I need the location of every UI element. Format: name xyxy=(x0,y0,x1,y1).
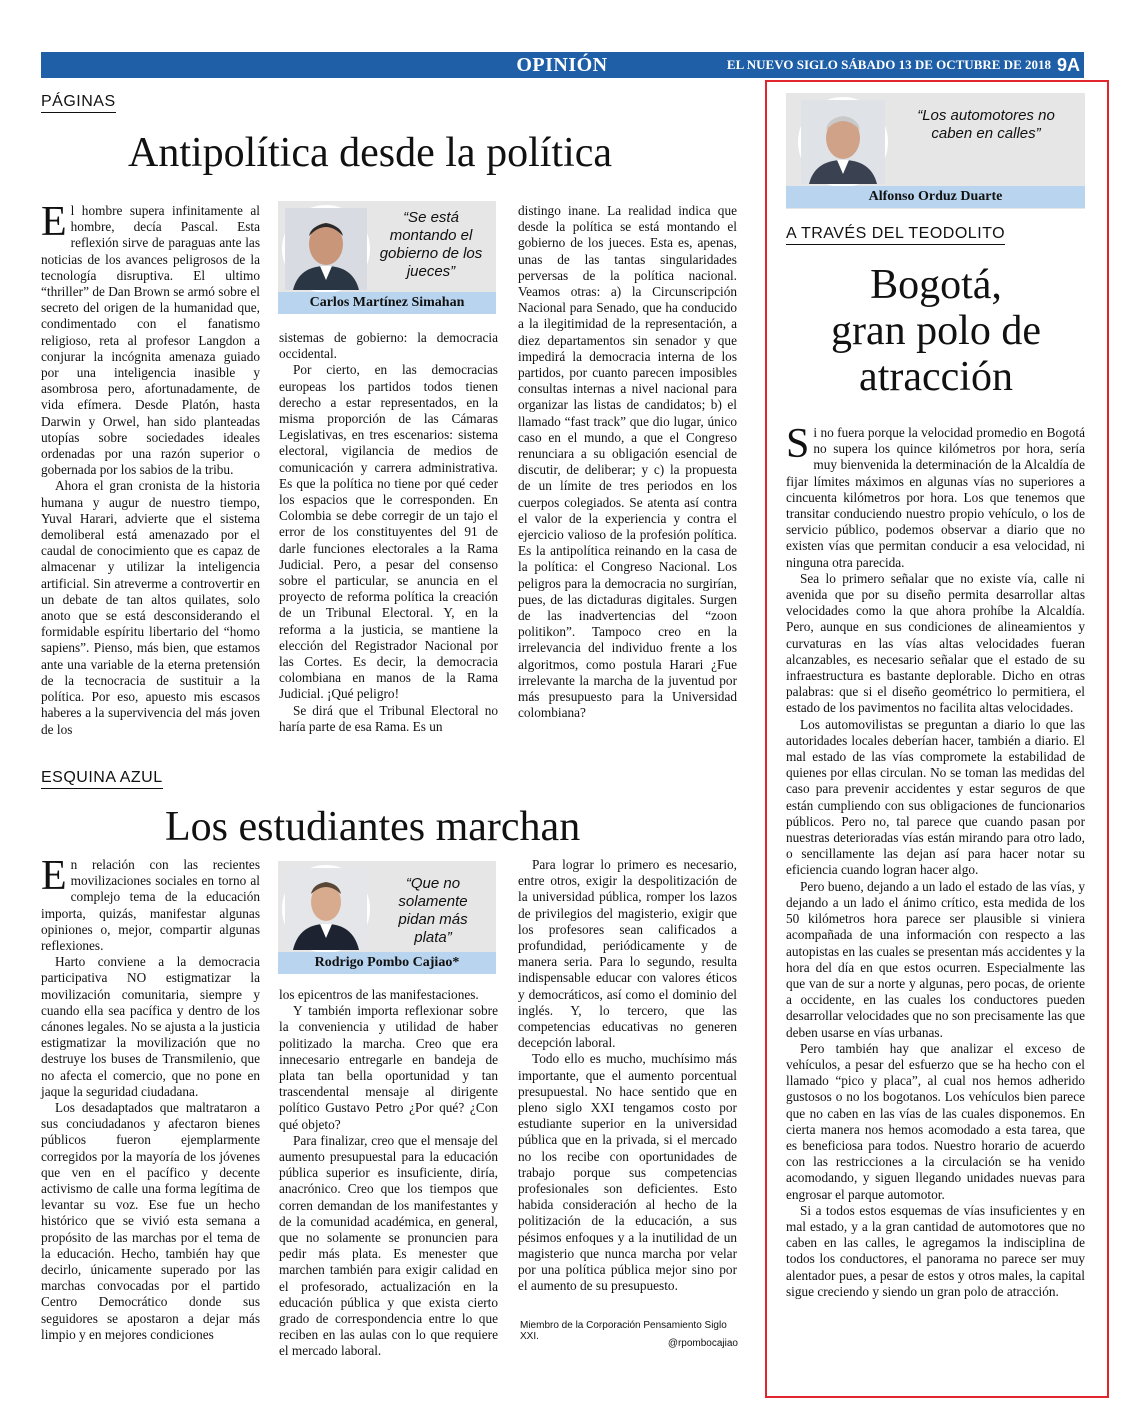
author-portrait-icon xyxy=(285,868,367,950)
article3-paragraph: Pero también hay que analizar el exceso de vehículos, a pesar del esfuerzo que se ha hecho con el llamado “pico y placa”, al cual nos hemos adherido gustosos o no los bogotanos. Los vehículos bien parece que no caben en las vías de las cuales disponemos. En cierta manera nos hemos acomodado a esta tarea, que es beneficiosa para todos. Nuestro horario de acuerdo con las restricciones a la circulación se ha venido acomodando, y siguen llegando unidades nuevas para engrosar el parque automotor. xyxy=(786,1040,1085,1202)
author-photo xyxy=(282,865,370,953)
article2-paragraph: Harto conviene a la democracia participativa NO estigmatizar la movilización comunitaria, siempre y cuando ella sea pacífica y dentro de los cánones legales. No se ajusta a la justicia estigmatizar la movilización que no destruye los buses de Transmilenio, que no afecta el comercio, que no pone en jaque la seguridad ciudadana. xyxy=(41,954,260,1099)
article3-headline-line: atracción xyxy=(859,354,1013,400)
article3-headline xyxy=(786,262,1086,400)
article1-paragraph xyxy=(41,199,260,478)
article2-paragraph-text: n relación con las recientes movilizaciones sociales en torno al complejo tema de la educación importa, quizás, manifestar algunas opiniones o, mejor, compartir algunas reflexiones. xyxy=(41,857,260,954)
article1-paragraph: distingo inane. La realidad indica que desde la política se está montando el gobierno de los jueces. Esta es, apenas, unas de las tantas singularidades perversas de la política nacional. Veamos otras: a) la Circunscripción Nacional para Senado, que ha conducido a la ilegitimidad de la representación, a diez departamentos sin senador y que impedirá la democracia interna de los partidos, por cuanto parecen imposibles consultas internas a nivel nacional para organizar las listas de candidatos; b) el llamado “fast track” que dio lugar, único caso en el mundo, a que el Congreso renunciara a su obligación esencial de discutir, de deliberar; y c) la propuesta de un límite de tres periodos en los cuerpos colegiados. Se atenta así contra el valor de la experiencia y contra el ejercicio valioso de la profesión política. Es la antipolítica reinando en la casa de la política: el Congreso Nacional. Los peligros para la democracia no surgirían, pues, de las dictaduras digitales. Surgen de las inadvertencias del “zoon politikon”. Tampoco creo en la irrelevancia del individuo frente a los algoritmos, como postula Harari ¿Fue irrelevante la marcha de la juventud por más presupuesto para la Universidad colombiana? xyxy=(518,203,737,721)
article3-kicker: A TRAVÉS DEL TEODOLITO xyxy=(786,225,1005,245)
article1-author-name: Carlos Martínez Simahan xyxy=(278,292,496,314)
article3-paragraph: Si a todos estos esquemas de vías insuficientes y en mal estado, y a la gran cantidad de automotores que no caben en las calles, le agregamos la indisciplina de todos los conductores, el panorama no parece ser muy alentador pues, a pesar de estos y otros males, la capital sigue creciendo y siendo un gran polo de atracción. xyxy=(786,1202,1085,1299)
article1-headline: Antipolítica desde la política xyxy=(128,130,613,176)
masthead-date: EL NUEVO SIGLO SÁBADO 13 DE OCTUBRE DE 2018 xyxy=(726,57,1051,72)
author-photo xyxy=(798,97,888,187)
article3-author-box xyxy=(786,93,1085,209)
article2-paragraph: Y también importa reflexionar sobre la conveniencia y utilidad de haber politizado la marcha. Creo que era innecesario entregarle en bandeja de plata tan bella oportunidad y tan trascendental mensaje al dirigente político Gustavo Petro ¿Por qué? ¿Con qué objeto? xyxy=(279,1003,498,1132)
article2-kicker: ESQUINA AZUL xyxy=(41,769,163,789)
article2-column-1 xyxy=(41,853,260,1352)
page-number: 9A xyxy=(1056,55,1080,75)
article1-paragraph: Por cierto, en las democracias europeas los partidos todos tienen derecho a estar representados, en la misma proporción de las Cámaras Legislativas, en tres escenarios: sistema electoral, vigilancia de medios de comunicación y carrera administrativa. Es que la política no tiene por qué ceder los espacios que le corresponden. En Colombia se debe corregir de un tajo el error de los constituyentes del 91 de darle funciones electorales a la Rama Judicial. Pero, a pesar del consenso sobre el particular, se anuncia en el proyecto de reforma política la creación de un Tribunal Electoral. Y, en la reforma a la justicia, se mantiene la elección del Registrador Nacional por las Cortes. Es decir, la democracia colombiana en manos de la Rama Judicial. ¡Qué peligro! xyxy=(279,362,498,702)
article2-column-3 xyxy=(518,857,737,1317)
article1-paragraph: sistemas de gobierno: la democracia occidental. xyxy=(279,330,498,362)
article3-paragraph: Los automovilistas se preguntan a diario lo que las autoridades locales deberían hacer, también a diario. El mal estado de las vías compromete la estabilidad de quienes por ellas circulan. No se toman las medidas del caso para prevenir accidentes y estar seguros de que están cumpliendo con sus obligaciones de funcionarios públicos. Pero no, tal parece que cuando pasan por nuestras deterioradas vías están mirando para otro lado, o sencillamente las dejan así para hacer notar su eficiencia cuando logran hacer algo. xyxy=(786,716,1085,878)
article3-paragraph: Sea lo primero señalar que no existe vía, calle ni avenida que por su diseño permita desarrollar altas velocidades como la que ahora prohíbe la Alcaldía. Pero, aunque en sus condiciones de alineamientos y curvaturas en las vías altas velocidades fueran alcanzables, es necesario señalar que el estado de su infraestructura es bastante deplorable. Dicho en otras palabras: que si el diseño geométrico lo permitiera, el estado de los pavimentos no facilita altas velocidades. xyxy=(786,570,1085,716)
author-photo xyxy=(282,205,370,293)
article3-paragraph: Pero bueno, dejando a un lado el estado de las vías, y dejando a un lado el ánimo crítico, esta medida de los 50 kilómetros hora parece ser plausible si viniera acompañada de una información con respecto a las autopistas en las cuales se presentan más accidentes y la hora del día en que estos ocurren. Especialmente las que van de sur a norte y algunas, pero pocas, de oriente a occidente, en las cuales los conductores pueden desarrollar velocidades que no son precisamente las que deben usarse en vías urbanas. xyxy=(786,878,1085,1040)
article3-paragraph-text: i no fuera porque la velocidad promedio en Bogotá no supera los quince kilómetros por hora, sería muy bienvenida la determinación de la Alcaldía de fijar límites máximos en algunas vías no superiores a cincuenta kilómetros por hora. Los que tenemos que transitar conduciendo nuestro propio vehículo, o los de servicio público, podemos observar a diario que no existen vías que permitan conducir a esa velocidad, ni ninguna otra parecida. xyxy=(786,425,1085,570)
author-portrait-icon xyxy=(801,100,885,184)
article2-paragraph: Los desadaptados que maltrataron a sus conciudadanos y afectaron bienes públicos fueron ejemplarmente corregidos por la mayoría de los jóvenes que ven en el pacífico y decente activismo de calle una forma legítima de levantar su voz. Ese fue un hecho histórico que se vivió esta semana a propósito de las marchas por el tema de la educación. Hecho, también hay que decirlo, únicamente superado por las marchas convocadas por el partido Centro Democrático donde sus seguidores se apostaron a dejar más limpio y en mejores condiciones xyxy=(41,1100,260,1342)
article1-paragraph-text: l hombre supera infinitamente al hombre, decía Pascal. Esta reflexión sirve de paraguas ante las noticias de los avances peligrosos de la tecnología disruptiva. El ultimo “thriller” de Dan Brown se armó sobre el secreto del origen de la humanidad que, condimentado con el fanatismo religioso, reta al profesor Langdon a conjurar la incógnita amenaza guiado por una inteligencia inasible y asombrosa pero, afortunadamente, de vida efímera. Desde Platón, hasta Darwin y Orwel, han sido planteadas utopías sobre sociedades ideales ordenadas por una razón superior o gobernada por los sabios de la tribu. xyxy=(41,203,260,478)
article2-paragraph: Para finalizar, creo que el mensaje del aumento presupuestal para la educación pública superior es insuficiente, diría, anacrónico. Creo que los tiempos que corren demandan de los manifestantes y de la comunidad académica, en general, que no solamente se pronuncien para pedir más plata. Es menester que marchen también para exigir calidad en el profesorado, actualización en la educación pública y que exista cierto grado de correspondencia entre lo que reciben en las aulas con lo que requiere el mercado laboral. xyxy=(279,1132,498,1359)
article1-paragraph: Se dirá que el Tribunal Electoral no haría parte de esa Rama. Es un xyxy=(279,702,498,734)
article2-column-2 xyxy=(279,987,498,1359)
article2-pull-quote: “Que no solamente pidan más plata” xyxy=(398,875,468,946)
article3-headline-line: Bogotá, xyxy=(870,262,1002,308)
article3-author-name: Alfonso Orduz Duarte xyxy=(786,186,1085,208)
article3-body xyxy=(786,421,1085,1350)
article2-paragraph: Para lograr lo primero es necesario, entre otros, exigir la despolitización de la universidad pública, romper los lazos de privilegios del magisterio, exigir que los profesores sean calificados a profundidad, periódicamente y de manera seria. Para lo segundo, resulta indispensable educar con valores éticos y democráticos, así como el dominio del inglés. Y, lo tercero, que las competencias educativas no generen decepción laboral. xyxy=(518,857,737,1051)
article2-paragraph: Todo ello es mucho, muchísimo más importante, que el aumento porcentual presupuestal. No hace sentido que en pleno siglo XXI tengamos costo por estudiante superior en la universidad pública que en la privada, si el mercado no los recibe con oportunidades de trabajo porque sus competencias profesionales son deficientes. Esto habida consideración al hecho de la politización de la educación, a sus pésimos enfoques y a la inutilidad de un magisterio que nunca marcha por velar por una política pública mejor sino por el aumento de su presupuesto. xyxy=(518,1051,737,1294)
article3-pull-quote: “Los automotores no caben en calles” xyxy=(917,107,1055,142)
article2-author-name: Rodrigo Pombo Cajiao* xyxy=(278,952,496,974)
section-title: OPINIÓN xyxy=(516,54,608,76)
article1-kicker: PÁGINAS xyxy=(41,93,116,113)
article1-author-box xyxy=(278,201,496,314)
dropcap: S xyxy=(786,421,810,467)
article1-column-2 xyxy=(279,330,498,734)
author-portrait-icon xyxy=(285,208,367,290)
article1-paragraph: Ahora el gran cronista de la historia humana y augur de nuestro tiempo, Yuval Harari, advierte que el sistema demoliberal está amenazado por el caudal de conocimiento que es capaz de almacenar y utilizar la inteligencia artificial. Sin atreverme a controvertir en un debate de tan altos quilates, solo anoto que se está desconsiderando el formidable espíritu libertario del “homo sapiens”. Pienso, más bien, que estamos ante una variable de la eterna pretensión de la tecnocracia de sustituir a la política. Por eso, apuesto mis escasos haberes a la supervivencia del más joven de los xyxy=(41,478,260,737)
dropcap: E xyxy=(41,853,67,899)
author-social-handle: @rpombocajiao xyxy=(667,1338,738,1349)
article2-author-box xyxy=(278,861,496,974)
dropcap: E xyxy=(41,199,67,245)
article3-paragraph xyxy=(786,421,1085,571)
article2-paragraph xyxy=(41,853,260,954)
article1-pull-quote: “Se está montando el gobierno de los jueces” xyxy=(379,209,483,280)
article2-headline: Los estudiantes marchan xyxy=(165,804,581,850)
article2-paragraph: los epicentros de las manifestaciones. xyxy=(279,987,479,1002)
article1-column-3 xyxy=(518,203,737,738)
article1-column-1 xyxy=(41,199,260,737)
article3-headline-line: gran polo de xyxy=(831,308,1041,354)
article2-footnote: Miembro de la Corporación Pensamiento Siglo XXI. xyxy=(520,1320,727,1342)
